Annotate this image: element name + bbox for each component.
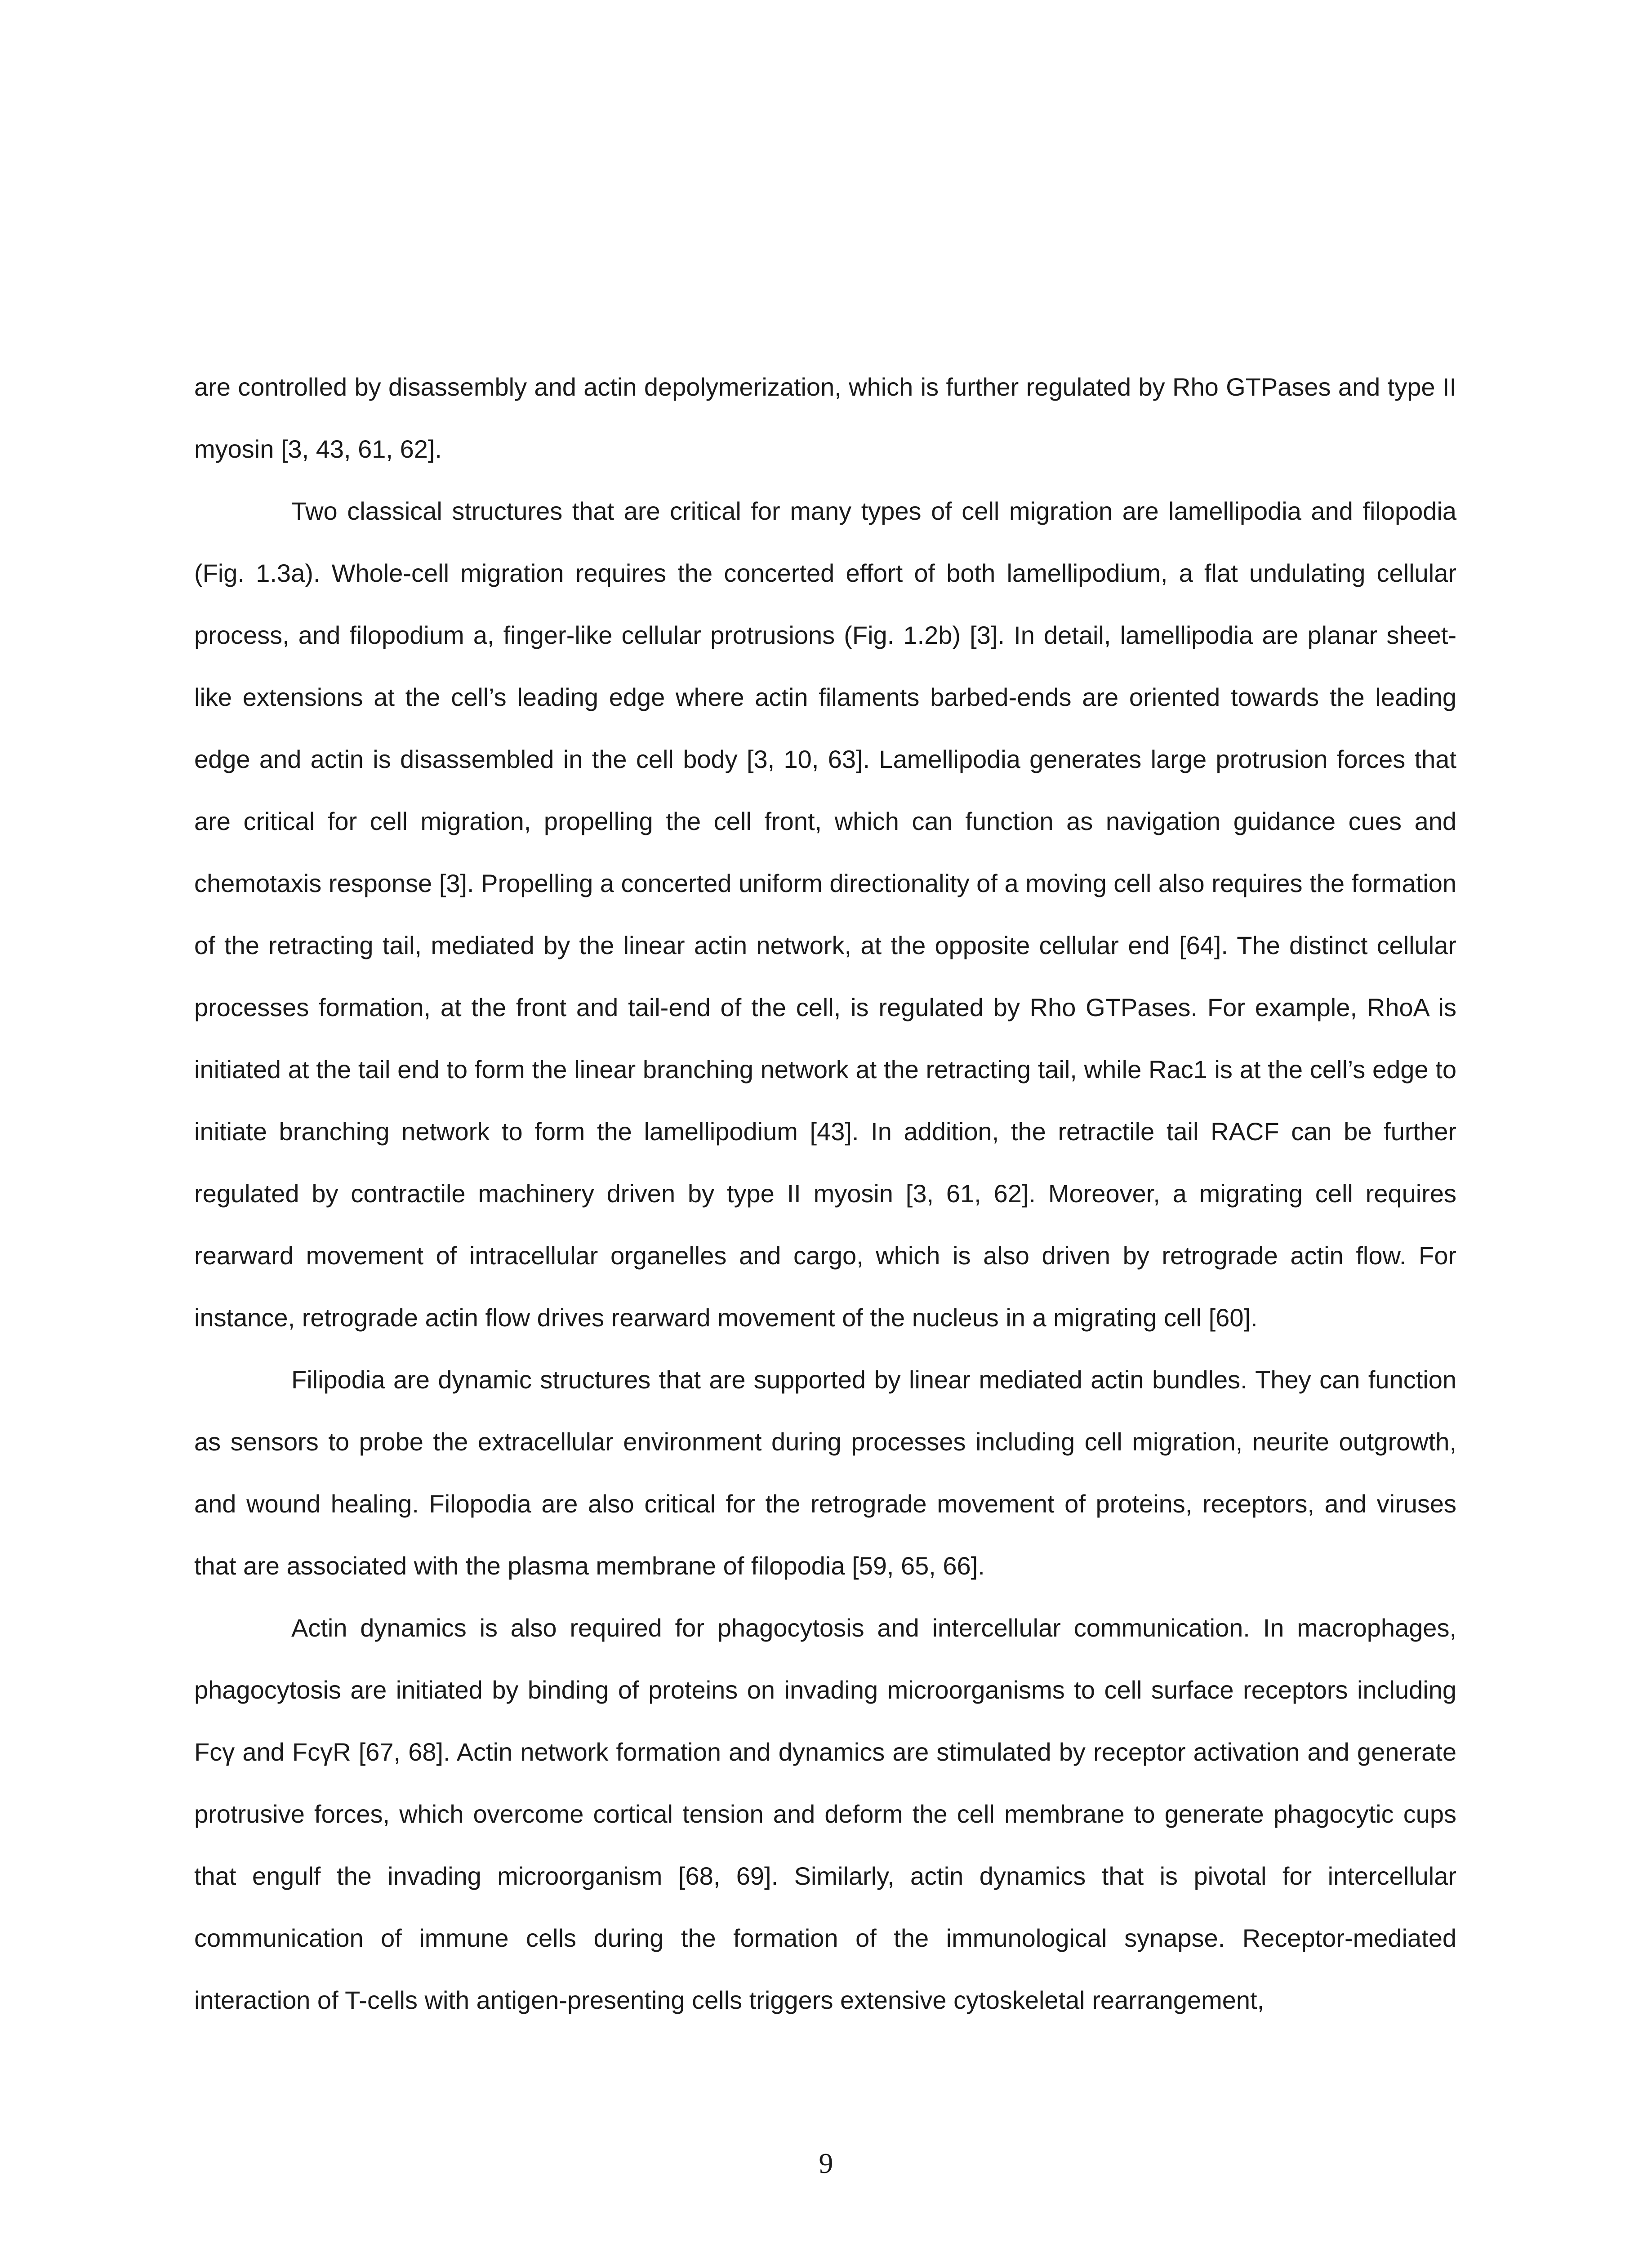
paragraph-lamellipodia-filopodia: Two classical structures that are critical for many types of cell migration are lamellipodia and filopodia (Fig. 1.3a). Whole-cell migration requires the concerted effort of both lamellipodium, a flat undulating cellular process, and filopodium a, finger-like cellular protrusions (Fig. 1.2b) [3]. In detail, lamellipodia are planar sheet-like extensions at the cell’s leading edge where actin filaments barbed-ends are oriented towards the leading edge and actin is disassembled in the cell body [3, 10, 63]. Lamellipodia generates large protrusion forces that are critical for cell migration, propelling the cell front, which can function as navigation guidance cues and chemotaxis response [3]. Propelling a concerted uniform directionality of a moving cell also requires the formation of the retracting tail, mediated by the linear actin network, at the opposite cellular end [64]. The distinct cellular processes formation, at the front and tail-end of the cell, is regulated by Rho GTPases. For example, RhoA is initiated at the tail end to form the linear branching network at the retracting tail, while Rac1 is at the cell’s edge to initiate branching network to form the lamellipodium [43]. In addition, the retractile tail RACF can be further regulated by contractile machinery driven by type II myosin [3, 61, 62]. Moreover, a migrating cell requires rearward movement of intracellular organelles and cargo, which is also driven by retrograde actin flow. For instance, retrograde actin flow drives rearward movement of the nucleus in a migrating cell [60]. [194,497,1456,1332]
paragraph-continuation: are controlled by disassembly and actin depolymerization, which is further regulated by Rho GTPases and type II myosin [3, 43, 61, 62]. [194,373,1456,463]
paragraph-filipodia: Filipodia are dynamic structures that are supported by linear mediated actin bundles. They can function as sensors to probe the extracellular environment during processes including cell migration, neurite outgrowth, and wound healing. Filopodia are also critical for the retrograde movement of proteins, receptors, and viruses that are associated with the plasma membrane of filopodia [59, 65, 66]. [194,1365,1456,1580]
page-number: 9 [819,2147,833,2179]
paragraph-phagocytosis: Actin dynamics is also required for phagocytosis and intercellular communication. In macrophages, phagocytosis are initiated by binding of proteins on invading microorganisms to cell surface receptors including Fcγ and FcγR [67, 68]. Actin network formation and dynamics are stimulated by receptor activation and generate protrusive forces, which overcome cortical tension and deform the cell membrane to generate phagocytic cups that engulf the invading microorganism [68, 69]. Similarly, actin dynamics that is pivotal for intercellular communication of immune cells during the formation of the immunological synapse. Receptor-mediated interaction of T-cells with antigen-presenting cells triggers extensive cytoskeletal rearrangement, [194,1614,1456,2014]
body-text [194,356,1456,2031]
